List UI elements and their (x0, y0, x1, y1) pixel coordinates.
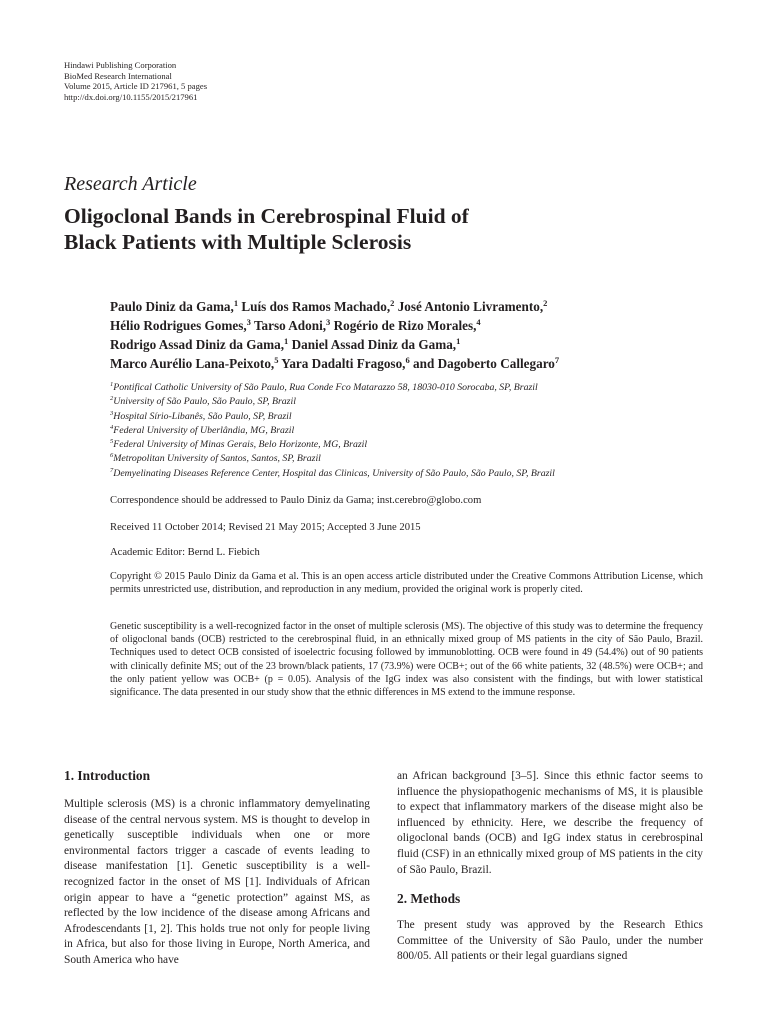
affiliation (110, 381, 710, 395)
affiliation-list (110, 381, 710, 481)
author-name: Marco Aurélio Lana-Peixoto, (110, 356, 275, 371)
author-line (110, 335, 710, 354)
methods-body: The present study was approved by the Research Ethics Committee of the University of São Paulo, under the number 800/05. All patients or their legal guardians signed (397, 919, 703, 963)
author-line (110, 316, 710, 335)
affiliation (110, 410, 710, 424)
author-affiliation-ref: 1 (284, 336, 289, 346)
affiliation-number: 3 (110, 409, 114, 417)
affiliation (110, 395, 710, 409)
affiliation-number: 2 (110, 395, 114, 403)
title-line: Oligoclonal Bands in Cerebrospinal Fluid of (64, 204, 469, 228)
author-affiliation-ref: 3 (326, 317, 331, 327)
author-list (110, 297, 710, 373)
affiliation-text: Federal University of Minas Gerais, Belo Horizonte, MG, Brazil (113, 439, 368, 451)
author-affiliation-ref: 1 (233, 298, 239, 308)
affiliation-text: Pontifical Catholic University of São Paulo, Rua Conde Fco Matarazzo 58, 18030-010 Sorocaba, SP, Brazil (113, 382, 538, 393)
affiliation-number: 6 (110, 452, 114, 460)
author-affiliation-ref: 6 (405, 355, 410, 365)
author-name: Paulo Diniz da Gama, (110, 299, 234, 314)
academic-editor: Academic Editor: Bernd L. Fiebich (110, 547, 260, 558)
affiliation-text: Federal University of Uberlândia, MG, Brazil (113, 424, 295, 436)
introduction-body: Multiple sclerosis (MS) is a chronic inflammatory demyelinating disease of the central nervous system. MS is thought to develop in genetically susceptible individuals when one or more environmental factors trigger a cascade of events leading to disease manifestation [1]. Genetic susceptibility is a well-recognized factor in the onset of MS [1]. Individuals of African origin appear to have a “genetic protection” against MS, as reflected by the low incidence of the disease among Africans and Afrodescendants [1, 2]. This holds true not only for people living in Africa, but also for those living in Europe, North America, and South America who have (64, 798, 370, 966)
introduction-body-continued: an African background [3–5]. Since this ethnic factor seems to influence the physiopathogenic mechanisms of MS, it is plausible to expect that inflammatory markers of the disease might also be influenced by ethnicity. Here, we describe the frequency of oligoclonal bands (OCB) and IgG index status in cerebrospinal fluid (CSF) in an ethnically mixed group of MS patients in the city of São Paulo, Brazil. (397, 770, 703, 876)
affiliation-number: 7 (110, 466, 114, 474)
author-affiliation-ref: 2 (390, 298, 395, 308)
section-heading-introduction: 1. Introduction (64, 768, 151, 783)
author-line (110, 354, 710, 373)
author-line (110, 297, 710, 316)
title-line: Black Patients with Multiple Sclerosis (64, 230, 412, 254)
author-name: Hélio Rodrigues Gomes, (110, 318, 247, 333)
author-affiliation-ref: 3 (246, 317, 251, 327)
affiliation (110, 452, 710, 466)
author-name: Daniel Assad Diniz da Gama, (291, 337, 457, 352)
author-name: Rodrigo Assad Diniz da Gama, (110, 337, 285, 352)
correspondence-note: Correspondence should be addressed to Paulo Diniz da Gama; inst.cerebro@globo.com (110, 495, 482, 506)
article-title (64, 203, 704, 255)
author-name: and Dagoberto Callegaro (413, 356, 555, 371)
affiliation-number: 1 (110, 381, 114, 388)
doi-link[interactable]: http://dx.doi.org/10.1155/2015/217961 (64, 91, 198, 102)
publisher-name: Hindawi Publishing Corporation (64, 60, 177, 70)
author-affiliation-ref: 2 (543, 298, 548, 308)
author-affiliation-ref: 4 (476, 317, 481, 327)
copyright-notice: Copyright © 2015 Paulo Diniz da Gama et al. This is an open access article distributed under the Creative Commons Attribution License, which permits unrestricted use, distribution, and reproduction in any medium, provided the original work is properly cited. (110, 571, 703, 596)
affiliation (110, 467, 710, 481)
affiliation-number: 4 (110, 423, 114, 431)
journal-header (64, 60, 207, 102)
author-name: Luís dos Ramos Machado, (241, 299, 391, 314)
article-type: Research Article (64, 173, 197, 195)
journal-name: BioMed Research International (64, 70, 172, 81)
author-name: Tarso Adoni, (253, 318, 327, 333)
author-name: Yara Dadalti Fragoso, (281, 356, 406, 371)
affiliation (110, 424, 710, 438)
volume-info: Volume 2015, Article ID 217961, 5 pages (64, 81, 208, 92)
author-affiliation-ref: 5 (274, 355, 279, 365)
affiliation-number: 5 (110, 438, 114, 446)
affiliation (110, 438, 710, 452)
affiliation-text: Demyelinating Diseases Reference Center, Hospital das Clinicas, University of São Paulo, São Paulo, SP, Brazil (113, 467, 555, 479)
affiliation-text: University of São Paulo, São Paulo, SP, Brazil (113, 396, 296, 408)
section-heading-methods: 2. Methods (397, 891, 461, 906)
abstract: Genetic susceptibility is a well-recognized factor in the onset of multiple sclerosis (MS). The objective of this study was to determine the frequency of oligoclonal bands (OCB) restricted to the cerebrospinal fluid, in an ethnically mixed group of MS patients in the city of São Paulo, Brazil. Techniques used to detect OCB consisted of isoelectric focusing followed by immunoblotting. OCB were found in 49 (54.4%) out of 90 patients with clinically definite MS; out of the 23 brown/black patients, 17 (73.9%) were OCB+; out of the 66 white patients, 32 (48.5%) were OCB+; and the only patient yellow was OCB+ (p = 0.05). Analysis of the IgG index was also consistent with the findings, but with lower statistical significance. The data presented in our study show that the ethnic differences in MS extend to the immune response. (110, 621, 703, 699)
author-affiliation-ref: 7 (554, 355, 560, 365)
article-dates: Received 11 October 2014; Revised 21 May 2015; Accepted 3 June 2015 (110, 522, 421, 533)
author-affiliation-ref: 1 (456, 336, 461, 346)
affiliation-text: Metropolitan University of Santos, Santos, SP, Brazil (113, 453, 321, 465)
author-name: José Antonio Livramento, (397, 299, 544, 314)
affiliation-text: Hospital Sírio-Libanês, São Paulo, SP, Brazil (113, 410, 292, 422)
author-name: Rogério de Rizo Morales, (333, 318, 477, 333)
